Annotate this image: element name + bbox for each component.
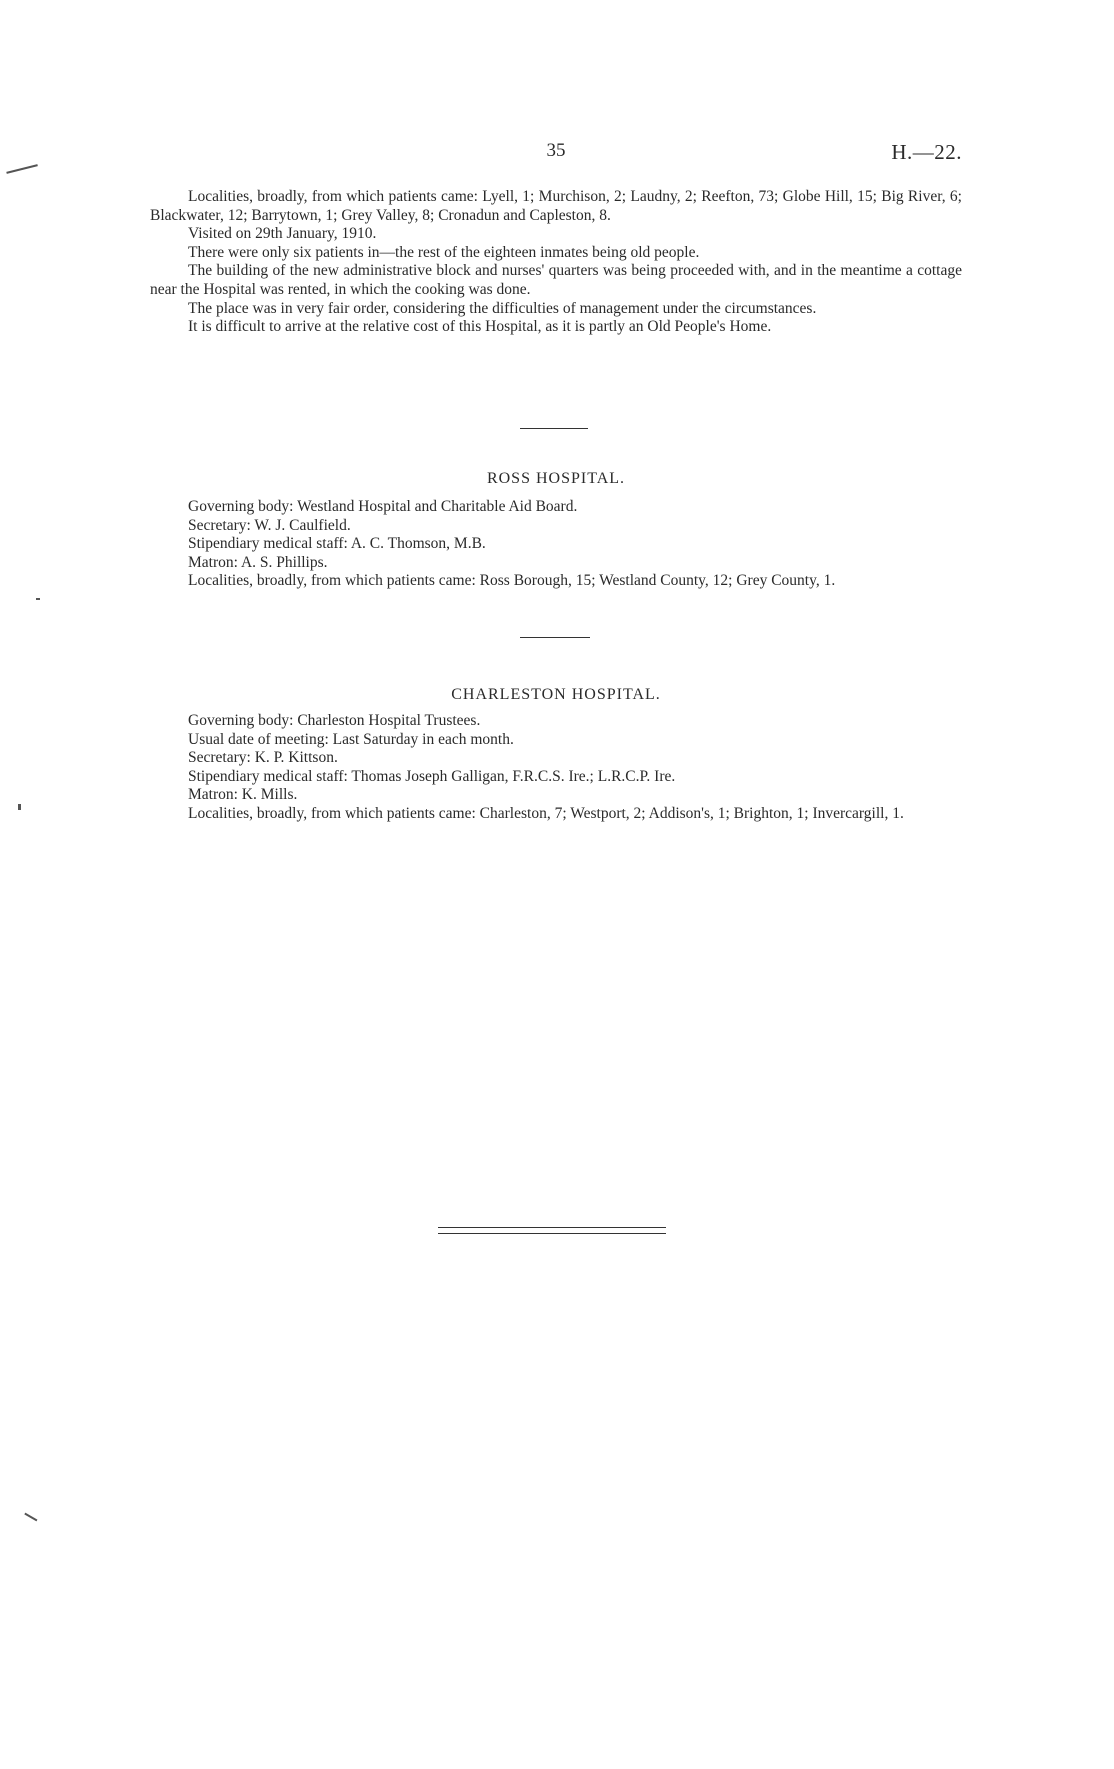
section-divider (520, 637, 590, 638)
page-header (150, 140, 962, 170)
ross-hospital-title: ROSS HOSPITAL. (486, 470, 626, 487)
scan-mark (6, 164, 37, 173)
ross-secretary: Secretary: W. J. Caulfield. (188, 516, 351, 534)
charleston-governing-body: Governing body: Charleston Hospital Trustees. (188, 712, 481, 729)
charleston-localities: Localities, broadly, from which patients came: Charleston, 7; Westport, 2; Addison's, 1; Brighton, 1; Invercargill, 1. (188, 804, 904, 822)
paragraph: Localities, broadly, from which patients came: Lyell, 1; Murchison, 2; Laudny, 2; Reefton, 73; Globe Hill, 15; Big River, 6; Blackwater, 12; Barrytown, 1; Grey Valley, 8; Cronadun and Capleston, 8. (150, 188, 962, 224)
ross-localities: Localities, broadly, from which patients came: Ross Borough, 15; Westland County, 12; Grey County, 1. (188, 572, 836, 590)
paragraph: The building of the new administrative block and nurses' quarters was being proceeded with, and in the meantime a cottage near the Hospital was rented, in which the cooking was done. (150, 262, 962, 298)
end-double-rule (438, 1227, 666, 1234)
paragraph: Visited on 29th January, 1910. (188, 225, 377, 243)
ross-medical-staff: Stipendiary medical staff: A. C. Thomson, M.B. (188, 535, 486, 553)
scan-mark (25, 1513, 38, 1521)
charleston-hospital-title: CHARLESTON HOSPITAL. (451, 686, 661, 703)
charleston-meeting-date: Usual date of meeting: Last Saturday in each month. (188, 730, 514, 748)
charleston-matron: Matron: K. Mills. (188, 786, 298, 804)
paragraph: It is difficult to arrive at the relative cost of this Hospital, as it is partly an Old People's Home. (188, 318, 772, 336)
page-number: 35 (546, 140, 566, 161)
charleston-medical-staff: Stipendiary medical staff: Thomas Joseph Galligan, F.R.C.S. Ire.; L.R.C.P. Ire. (188, 767, 676, 785)
charleston-secretary: Secretary: K. P. Kittson. (188, 749, 338, 767)
charleston-hospital-section (150, 712, 962, 824)
paragraph: There were only six patients in—the rest of the eighteen inmates being old people. (188, 243, 700, 261)
ross-hospital-section (150, 498, 962, 591)
document-reference: H.—22. (891, 140, 962, 164)
paragraph: The place was in very fair order, considering the difficulties of management under the circumstances. (188, 299, 817, 317)
ross-governing-body: Governing body: Westland Hospital and Charitable Aid Board. (188, 498, 578, 515)
ross-matron: Matron: A. S. Phillips. (188, 553, 328, 571)
scan-mark (18, 804, 21, 810)
section-divider (520, 428, 588, 429)
scan-mark (36, 598, 40, 600)
intro-section (150, 188, 962, 337)
